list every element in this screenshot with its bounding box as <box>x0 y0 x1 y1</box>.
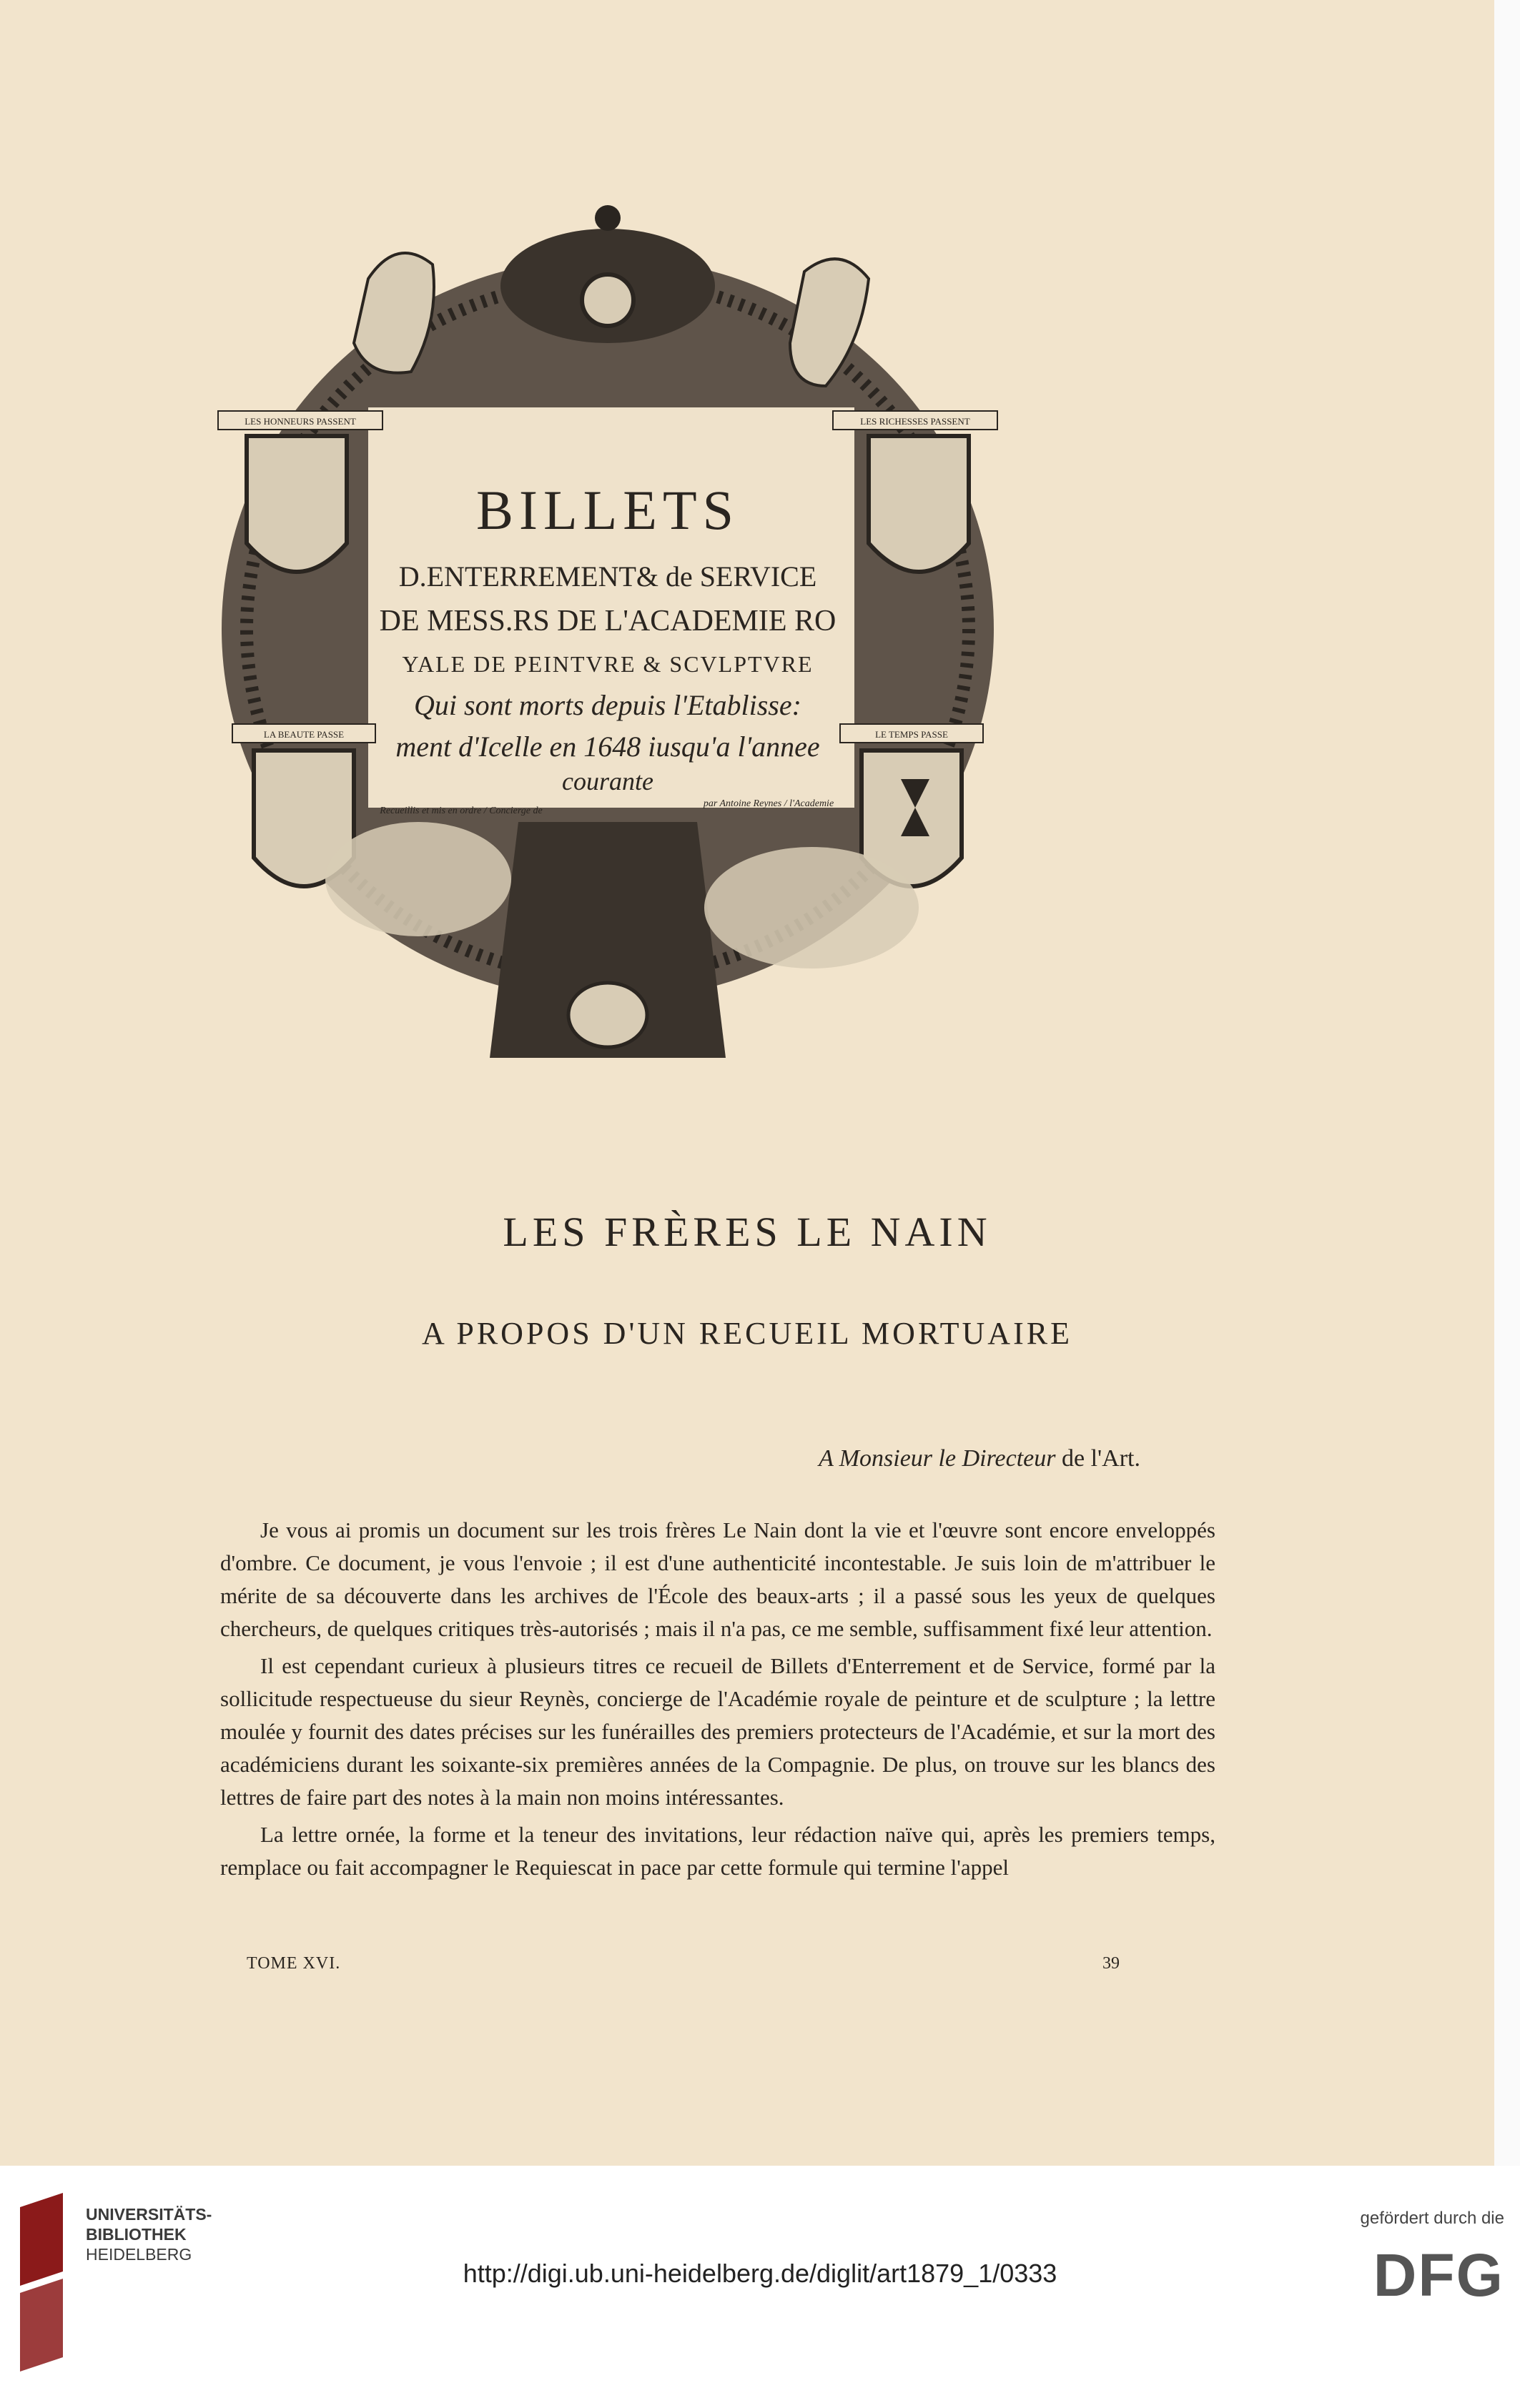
paragraph: Je vous ai promis un document sur les trois frères Le Nain dont la vie et l'œuvre sont encore enveloppés d'ombre. Ce document, je vous l'envoie ; il est d'une authenticité incontestable. Je suis loin de m'attribuer le mérite de sa découverte dans les archives de l'École des beaux-arts ; il a passé sous les yeux de quelques chercheurs, de quelques critiques très-autorisés ; mais il n'a pas, ce me semble, suffisamment fixé leur attention. <box>220 1517 1215 1641</box>
frontispiece-line-5: ment d'Icelle en 1648 iusqu'a l'annee <box>395 730 820 763</box>
svg-text:LES RICHESSES PASSENT: LES RICHESSES PASSENT <box>860 416 970 427</box>
paragraph: La lettre ornée, la forme et la teneur des invitations, leur rédaction naïve qui, après les premiers temps, remplace ou fait accompagner le Requiescat in pace par cette formule qui termine l'appel <box>220 1822 1215 1880</box>
frontispiece-note-right: par Antoine Reynes / l'Academie <box>703 798 834 809</box>
article-subtitle: A PROPOS D'UN RECUEIL MORTUAIRE <box>422 1316 1072 1351</box>
library-name-line-1: UNIVERSITÄTS- <box>86 2205 212 2224</box>
dedication <box>0 1445 1140 1472</box>
funder-label: gefördert durch die <box>1360 2209 1504 2228</box>
viewer-footer <box>0 2166 1520 2408</box>
urn-medallion <box>582 274 633 326</box>
dedication-rest: de l'Art. <box>1055 1445 1140 1472</box>
volume-label: TOME XVI. <box>247 1954 341 1973</box>
cloud-right <box>704 847 919 968</box>
paragraph: Il est cependant curieux à plusieurs titres ce recueil de Billets d'Enterrement et de Service, formé par la sollicitude respectueuse du sieur Reynès, concierge de l'Académie royale de peinture et de sculpture ; la lettre moulée y fournit des dates précises sur les funérailles des premiers protecteurs de l'Académie, et sur la mort des académiciens durant les soixante-six premières années de la Compagnie. De plus, on trouve sur les blancs des lettres de faire part des notes à la main non moins intéressantes. <box>220 1653 1215 1810</box>
frontispiece-note-left: Recueillis et mis en ordre / Concierge de <box>380 806 543 816</box>
urn-finial <box>595 205 621 231</box>
frontispiece-line-6: courante <box>562 767 653 796</box>
svg-text:LA BEAUTE PASSE: LA BEAUTE PASSE <box>263 729 345 740</box>
engraved-frontispiece <box>204 193 1012 1069</box>
shield-top-right <box>869 436 969 572</box>
university-library-logo <box>13 2193 71 2386</box>
skull-icon <box>568 983 647 1047</box>
cloud-left <box>325 822 511 936</box>
banner-bottom-left <box>232 724 375 743</box>
library-name-line-2: BIBLIOTHEK <box>86 2225 187 2244</box>
library-name <box>86 2204 212 2264</box>
frontispiece-line-4: Qui sont morts depuis l'Etablisse: <box>414 689 801 721</box>
article-title: LES FRÈRES LE NAIN <box>503 1209 992 1255</box>
banner-top-left <box>218 411 383 430</box>
banner-bottom-right <box>840 724 983 743</box>
frontispiece-line-2: DE MESS.RS DE L'ACADEMIE RO <box>379 605 837 638</box>
svg-text:LES HONNEURS PASSENT: LES HONNEURS PASSENT <box>245 416 356 427</box>
dfg-logo[interactable]: DFG <box>1373 2241 1504 2309</box>
page-number: 39 <box>1102 1954 1120 1973</box>
frontispiece-title: BILLETS <box>476 479 739 541</box>
dedication-italic: A Monsieur le Directeur <box>819 1445 1056 1472</box>
banner-top-right <box>833 411 997 430</box>
frontispiece-line-3: YALE DE PEINTVRE & SCVLPTVRE <box>402 651 814 677</box>
shield-top-left <box>247 436 347 572</box>
source-url-link[interactable]: http://digi.ub.uni-heidelberg.de/diglit/art1879_1/0333 <box>463 2259 1057 2288</box>
svg-text:LE TEMPS PASSE: LE TEMPS PASSE <box>875 729 948 740</box>
frontispiece-line-1: D.ENTERREMENT& de SERVICE <box>398 560 817 593</box>
library-name-line-3: HEIDELBERG <box>86 2245 192 2264</box>
page-edge <box>1494 0 1520 2166</box>
article-body <box>220 1514 1215 1888</box>
